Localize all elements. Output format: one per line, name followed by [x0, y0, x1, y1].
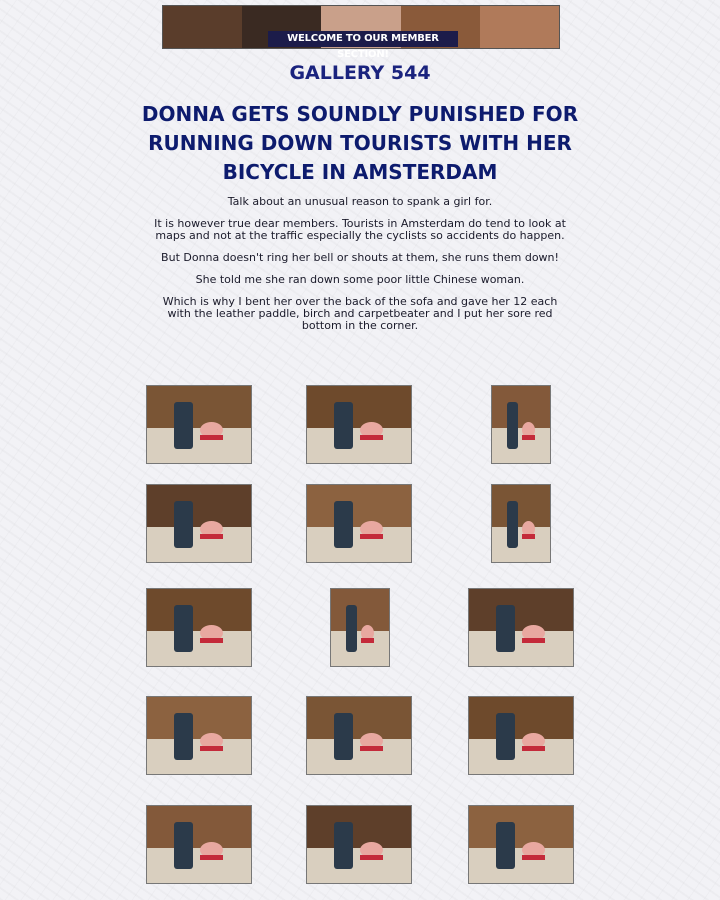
- gallery-thumbnail[interactable]: [306, 696, 412, 775]
- thumbnail-wall: [307, 485, 411, 527]
- thumbnail-wall: [469, 697, 573, 739]
- gallery-thumbnail[interactable]: [491, 385, 551, 464]
- thumbnail-detail: [522, 746, 545, 751]
- description-paragraph: But Donna doesn't ring her bell or shouts at them, she runs them down!: [161, 251, 559, 264]
- gallery-thumbnail[interactable]: [491, 484, 551, 563]
- thumbnail-figure: [334, 402, 353, 449]
- thumbnail-wall: [147, 485, 251, 527]
- thumbnail-wall: [147, 589, 251, 631]
- gallery-thumbnail[interactable]: [330, 588, 390, 667]
- gallery-thumbnail[interactable]: [146, 696, 252, 775]
- thumbnail-detail: [361, 638, 374, 643]
- gallery-thumbnail[interactable]: [468, 696, 574, 775]
- gallery-title: GALLERY 544: [289, 62, 431, 84]
- thumbnail-floor: [307, 527, 411, 562]
- thumbnail-wall: [147, 386, 251, 428]
- thumbnail-floor: [469, 848, 573, 883]
- thumbnail-figure: [334, 822, 353, 869]
- page-headline: DONNA GETS SOUNDLY PUNISHED FOR RUNNING DOWN TOURISTS WITH HER BICYCLE IN AMSTERDAM: [141, 102, 579, 184]
- thumbnail-detail: [360, 746, 383, 751]
- member-section-banner[interactable]: [162, 5, 560, 60]
- thumbnail-floor: [492, 428, 550, 463]
- thumbnail-floor: [469, 631, 573, 666]
- thumbnail-figure: [334, 713, 353, 760]
- description-paragraph: She told me she ran down some poor little Chinese woman.: [195, 273, 525, 286]
- gallery-thumbnail[interactable]: [306, 484, 412, 563]
- thumbnail-figure: [174, 402, 193, 449]
- thumbnail-detail: [200, 534, 223, 539]
- thumbnail-wall: [147, 806, 251, 848]
- thumbnail-figure: [496, 605, 515, 652]
- gallery-thumbnail[interactable]: [146, 484, 252, 563]
- thumbnail-figure: [346, 605, 357, 652]
- gallery-thumbnail[interactable]: [468, 588, 574, 667]
- thumbnail-figure: [507, 501, 518, 548]
- gallery-thumbnail[interactable]: [306, 385, 412, 464]
- gallery-thumbnail[interactable]: [146, 805, 252, 884]
- description-paragraph: Which is why I bent her over the back of the sofa and gave her 12 each with the leather paddle, birch and carpetbeater and I put her sore red bottom in the corner.: [162, 295, 558, 332]
- thumbnail-floor: [147, 848, 251, 883]
- thumbnail-figure: [496, 822, 515, 869]
- thumbnail-floor: [469, 739, 573, 774]
- thumbnail-floor: [147, 631, 251, 666]
- thumbnail-floor: [307, 848, 411, 883]
- thumbnail-wall: [307, 806, 411, 848]
- thumbnail-detail: [200, 746, 223, 751]
- thumbnail-floor: [147, 428, 251, 463]
- thumbnail-wall: [492, 485, 550, 527]
- gallery-thumbnail[interactable]: [468, 805, 574, 884]
- thumbnail-wall: [331, 589, 389, 631]
- thumbnail-figure: [174, 822, 193, 869]
- thumbnail-floor: [307, 739, 411, 774]
- thumbnail-detail: [360, 435, 383, 440]
- thumbnail-detail: [522, 855, 545, 860]
- thumbnail-wall: [492, 386, 550, 428]
- thumbnail-floor: [147, 739, 251, 774]
- thumbnail-floor: [492, 527, 550, 562]
- thumbnail-detail: [522, 435, 535, 440]
- thumbnail-wall: [307, 386, 411, 428]
- gallery-thumbnail[interactable]: [146, 588, 252, 667]
- thumbnail-figure: [507, 402, 518, 449]
- thumbnail-detail: [200, 435, 223, 440]
- thumbnail-detail: [200, 638, 223, 643]
- thumbnail-detail: [360, 855, 383, 860]
- thumbnail-wall: [147, 697, 251, 739]
- thumbnail-floor: [147, 527, 251, 562]
- banner-photo: [480, 6, 559, 48]
- thumbnail-wall: [469, 589, 573, 631]
- banner-caption: WELCOME TO OUR MEMBER SECTION!: [268, 31, 458, 47]
- thumbnail-floor: [331, 631, 389, 666]
- description-paragraph: It is however true dear members. Tourists in Amsterdam do tend to look at maps and not at the traffic especially the cyclists so accidents do happen.: [154, 217, 566, 242]
- thumbnail-floor: [307, 428, 411, 463]
- thumbnail-detail: [360, 534, 383, 539]
- thumbnail-wall: [307, 697, 411, 739]
- gallery-thumbnail[interactable]: [146, 385, 252, 464]
- gallery-thumbnail[interactable]: [306, 805, 412, 884]
- thumbnail-detail: [522, 638, 545, 643]
- banner-photo: [163, 6, 242, 48]
- thumbnail-wall: [469, 806, 573, 848]
- thumbnail-figure: [334, 501, 353, 548]
- thumbnail-figure: [174, 605, 193, 652]
- thumbnail-figure: [174, 501, 193, 548]
- thumbnail-figure: [496, 713, 515, 760]
- thumbnail-detail: [522, 534, 535, 539]
- thumbnail-figure: [174, 713, 193, 760]
- description: [150, 196, 570, 342]
- description-paragraph: Talk about an unusual reason to spank a girl for.: [227, 195, 493, 208]
- thumbnail-detail: [200, 855, 223, 860]
